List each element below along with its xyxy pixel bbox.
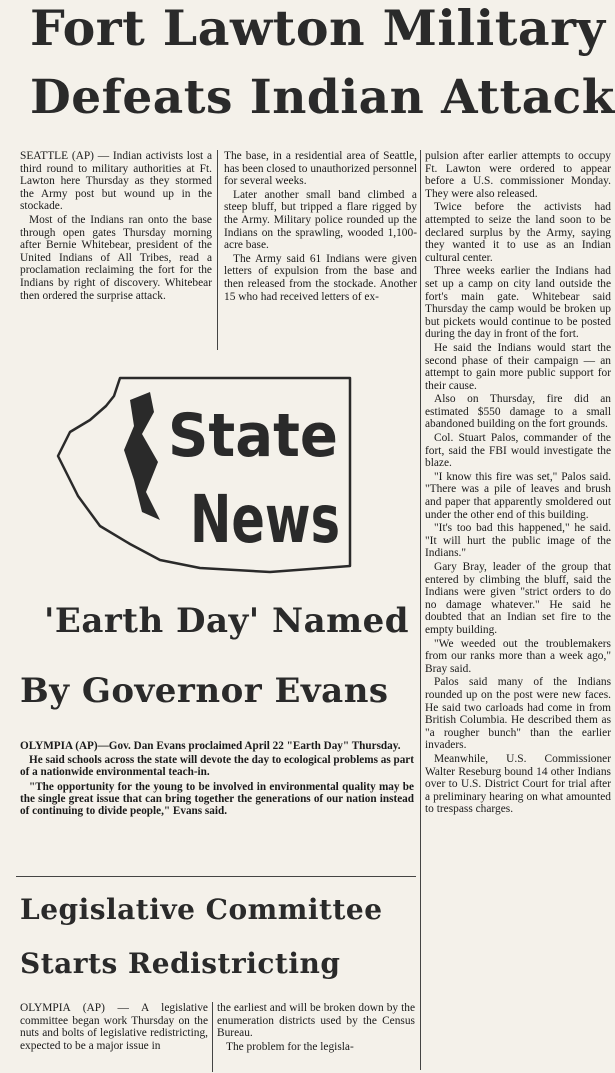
paragraph: Three weeks earlier the Indians had set up a camp on city land outside the fort's main gate. Whitebear said Thursday the camp would be broken up but pickets would continue to be posted during the day in front of the fort. bbox=[425, 265, 611, 341]
paragraph: The problem for the legisla- bbox=[226, 1040, 354, 1053]
paragraph: Gary Bray, leader of the group that entered by climbing the bluff, said the Indians were given "strict orders to do no damage whatever." He said he doubted that an Indian set fire to the empty building. bbox=[425, 561, 611, 636]
story1-column-3 bbox=[425, 150, 611, 1070]
state-news-logo bbox=[50, 370, 380, 590]
paragraph: He said schools across the state will devote the day to ecological problems as part of a nationwide environmental teach-in. bbox=[20, 754, 414, 779]
story1-column-1 bbox=[20, 150, 212, 355]
story3-column-2 bbox=[217, 1002, 415, 1073]
paragraph: "I know this fire was set," Palos said. "There was a pile of leaves and brush and paper that apparently smoldered out under the other end of this building. bbox=[425, 470, 611, 521]
story2-body bbox=[20, 740, 414, 819]
washington-state-outline-icon bbox=[50, 370, 380, 590]
paragraph: "It's too bad this happened," he said. "It will hurt the public image of the Indians." bbox=[425, 522, 611, 560]
paragraph: Later another small band climbed a steep bluff, but tripped a flare rigged by the Army. Military police rounded up the Indians on the sprawling, wooded 1,100-acre base. bbox=[224, 188, 417, 252]
logo-news-text: News bbox=[190, 481, 340, 558]
story1-column-2 bbox=[224, 150, 417, 355]
paragraph: The base, in a residential area of Seattle, has been closed to unauthorized personnel for several weeks. bbox=[224, 150, 417, 188]
paragraph: the earliest and will be broken down by the enumeration districts used by the Census Bureau. bbox=[217, 1002, 415, 1040]
paragraph: pulsion after earlier attempts to occupy Ft. Lawton were ordered to appear before a U.S. commissioner Monday. They were also released. bbox=[425, 150, 611, 200]
paragraph: The Army said 61 Indians were given letters of expulsion from the base and then released from the stockade. Another 15 who had received letters of ex- bbox=[224, 252, 417, 303]
paragraph: OLYMPIA (AP) — A legislative committee began work Thursday on the nuts and bolts of legislative redistricting, expected to be a major issue in bbox=[20, 1002, 208, 1052]
paragraph: SEATTLE (AP) — Indian activists lost a third round to military authorities at Ft. Lawton here Thursday as they stormed the Army post but wound up in the stockade. bbox=[20, 150, 212, 213]
headline-legislative-line2: Starts Redistricting bbox=[20, 947, 341, 980]
paragraph: Also on Thursday, fire did an estimated $550 damage to a small abandoned building on the fort grounds. bbox=[425, 393, 611, 431]
headline-earth-day-line1: 'Earth Day' Named bbox=[44, 601, 410, 641]
story3-column-1 bbox=[20, 1002, 208, 1073]
paragraph: "We weeded out the troublemakers from our ranks more than a week ago," Bray said. bbox=[425, 637, 611, 675]
headline-fort-lawton-line1: Fort Lawton Military bbox=[30, 0, 606, 57]
logo-state-text: State bbox=[168, 401, 338, 471]
section-rule bbox=[16, 876, 416, 877]
headline-fort-lawton-line2: Defeats Indian Attack bbox=[30, 70, 615, 125]
paragraph: Palos said many of the Indians rounded up on the post were new faces. He said two carloads had come in from British Columbia. He described them as "a rougher bunch" than the earlier invaders. bbox=[425, 676, 611, 752]
paragraph: OLYMPIA (AP)—Gov. Dan Evans proclaimed April 22 "Earth Day" Thursday. bbox=[20, 740, 401, 752]
paragraph: Twice before the activists had attempted to seize the land soon to be declared surplus by the Army, saying they wanted it to use as an Indian cultural center. bbox=[425, 201, 611, 264]
column-rule bbox=[217, 150, 218, 350]
headline-legislative-line1: Legislative Committee bbox=[20, 893, 383, 926]
paragraph: Col. Stuart Palos, commander of the fort, said the FBI would investigate the blaze. bbox=[425, 432, 611, 470]
column-rule bbox=[212, 1002, 213, 1072]
paragraph: "The opportunity for the young to be involved in environmental quality may be the single great issue that can bring together the generations of our nation instead of continuing to divide people," Evans said. bbox=[20, 780, 414, 818]
paragraph: He said the Indians would start the second phase of their campaign — an attempt to gain more public support for their cause. bbox=[425, 341, 611, 392]
headline-earth-day-line2: By Governor Evans bbox=[20, 671, 389, 711]
paragraph: Most of the Indians ran onto the base through open gates Thursday morning after Bernie Whitebear, president of the United Indians of All Tribes, read a proclamation reclaiming the fort for the Indians by right of discovery. Whitebear then ordered the surprise attack. bbox=[20, 213, 212, 302]
paragraph: Meanwhile, U.S. Commissioner Walter Reseburg bound 14 other Indians over to U.S. District Court for trial after a preliminary hearing on what amounted to trespass charges. bbox=[425, 752, 611, 816]
column-rule bbox=[420, 150, 421, 1070]
